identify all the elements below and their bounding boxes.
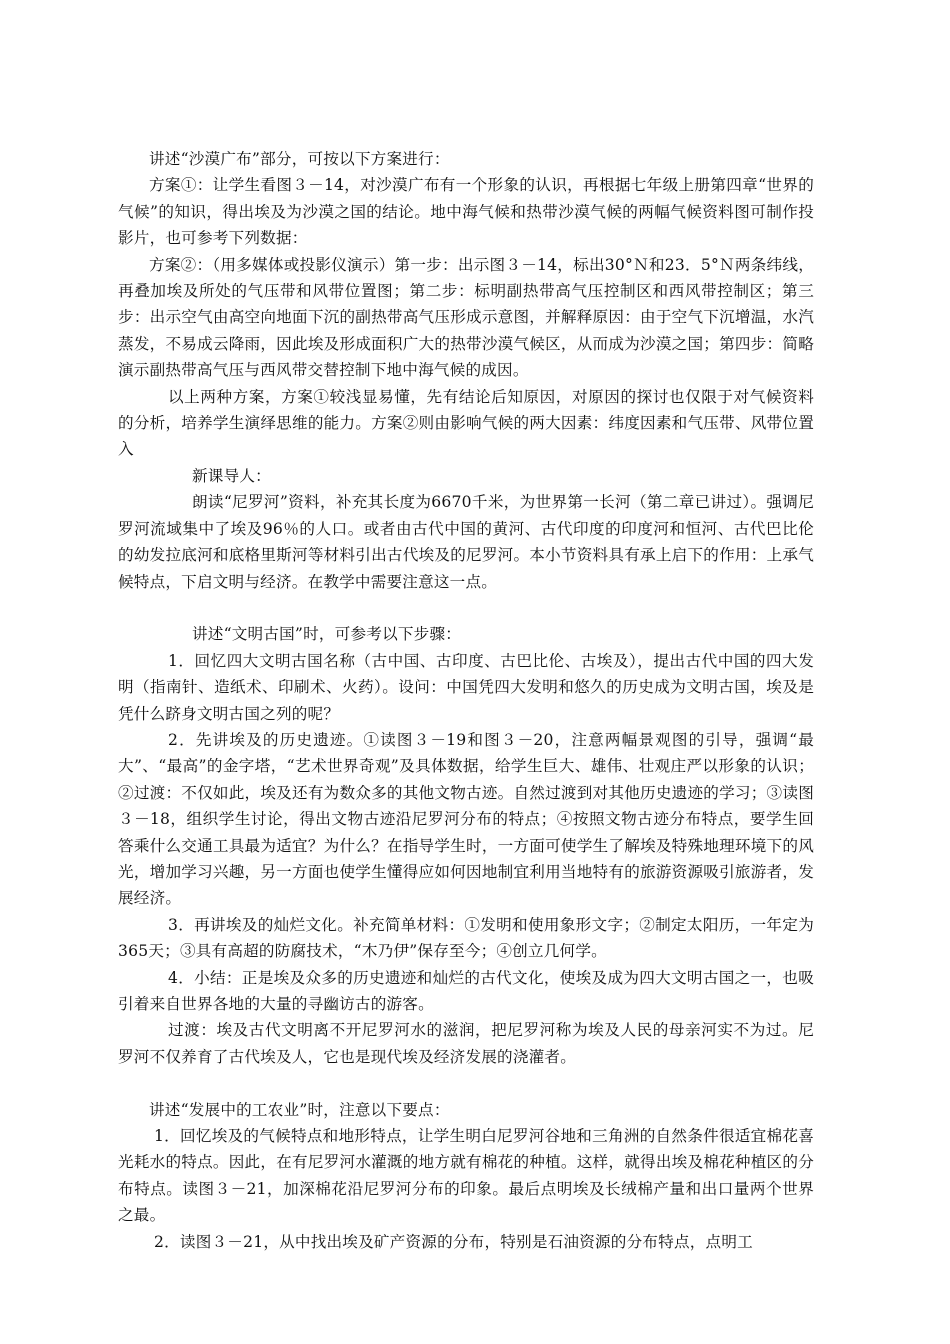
paragraph-industry-intro: 讲述“发展中的工农业”时，注意以下要点： bbox=[149, 1100, 450, 1119]
spacer bbox=[118, 1070, 814, 1096]
paragraph-civilization-intro: 讲述“文明古国”时，可参考以下步骤： bbox=[192, 625, 462, 644]
paragraph-civilization-step-2: 2．先讲埃及的历史遗迹。①读图３－19和图３－20，注意两幅景观图的引导，强调“最大”、“最高”的金字塔，“艺术世界奇观”及具体数据，给学生巨大、雄伟、壮观庄严以形象的认识；②过渡：不仅如此，埃及还有为数众多的其他文物古迹。自然过渡到对其他历史遗迹的学习；③读图３－18，组织学生讨论，得出文物古迹沿尼罗河分布的特点；④按照文物古迹分布特点，要学生回答乘什么交通工具最为适宜？为什么？在指导学生时，一方面可使学生了解埃及特殊地理环境下的风光，增加学习兴趣，另一方面也使学生懂得应如何因地制宜利用当地特有的旅游资源吸引旅游者，发展经济。 bbox=[118, 730, 814, 908]
paragraph-plan-two: 方案②：（用多媒体或投影仪演示）第一步：出示图３－14，标出30°Ｎ和23．5°Ｎ两条纬线，再叠加埃及所处的气压带和风带位置图；第二步：标明副热带高气压控制区和西风带控制区；第三步：出示空气由高空向地面下沉的副热带高气压形成示意图，并解释原因：由于空气下沉增温，水汽蒸发，不易成云降雨，因此埃及形成面积广大的热带沙漠气候区，从而成为沙漠之国；第四步：简略演示副热带高气压与西风带交替控制下地中海气候的成因。 bbox=[118, 255, 814, 380]
paragraph-nile-reading: 朗读“尼罗河”资料，补充其长度为6670千米，为世界第一长河（第二章已讲过）。强调尼罗河流域集中了埃及96％的人口。或者由古代中国的黄河、古代印度的印度河和恒河、古代巴比伦的幼发拉底河和底格里斯河等材料引出古代埃及的尼罗河。本小节资料具有承上启下的作用：上承气候特点，下启文明与经济。在教学中需要注意这一点。 bbox=[118, 493, 814, 591]
paragraph-transition: 过渡：埃及古代文明离不开尼罗河水的滋润，把尼罗河称为埃及人民的母亲河实不为过。尼罗河不仅养育了古代埃及人，它也是现代埃及经济发展的浇灌者。 bbox=[118, 1021, 814, 1066]
paragraph-plan-one: 方案①：让学生看图３－14，对沙漠广布有一个形象的认识，再根据七年级上册第四章“世界的气候”的知识，得出埃及为沙漠之国的结论。地中海气候和热带沙漠气候的两幅气候资料图可制作投影片，也可参考下列数据： bbox=[118, 176, 814, 248]
paragraph-plan-comparison: 以上两种方案，方案①较浅显易懂，先有结论后知原因，对原因的探讨也仅限于对气候资料的分析，培养学生演绎思维的能力。方案②则由影响气候的两大因素：纬度因素和气压带、风带位置入 bbox=[118, 387, 814, 459]
document-body bbox=[118, 146, 814, 1255]
paragraph-industry-point-1: 1．回忆埃及的气候特点和地形特点，让学生明白尼罗河谷地和三角洲的自然条件很适宜棉花喜光耗水的特点。因此，在有尼罗河水灌溉的地方就有棉花的种植。这样，就得出埃及棉花种植区的分布特点。读图３－21，加深棉花沿尼罗河分布的印象。最后点明埃及长绒棉产量和出口量两个世界之最。 bbox=[118, 1127, 814, 1225]
paragraph-civilization-step-3: 3．再讲埃及的灿烂文化。补充简单材料：①发明和使用象形文字；②制定太阳历，一年定为365天；③具有高超的防腐技术，“木乃伊”保存至今；④创立几何学。 bbox=[118, 915, 814, 961]
spacer bbox=[118, 595, 814, 621]
paragraph-industry-point-2: 2．读图３－21，从中找出埃及矿产资源的分布，特别是石油资源的分布特点，点明工 bbox=[154, 1232, 753, 1251]
paragraph-desert-intro: 讲述“沙漠广布”部分，可按以下方案进行： bbox=[149, 150, 450, 168]
paragraph-civilization-step-4: 4．小结：正是埃及众多的历史遗迹和灿烂的古代文化，使埃及成为四大文明古国之一，也吸引着来自世界各地的大量的寻幽访古的游客。 bbox=[118, 968, 814, 1013]
paragraph-civilization-step-1: 1．回忆四大文明古国名称（古中国、古印度、古巴比伦、古埃及），提出古代中国的四大发明（指南针、造纸术、印刷术、火药）。设问：中国凭四大发明和悠久的历史成为文明古国，埃及是凭什么跻身文明古国之列的呢？ bbox=[118, 651, 814, 723]
paragraph-new-lesson-heading: 新课导人： bbox=[192, 466, 271, 485]
